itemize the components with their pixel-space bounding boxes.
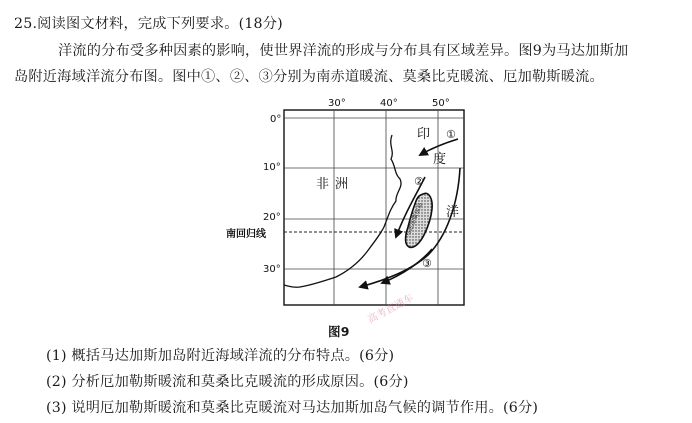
- island-label: 马达加斯加岛: [404, 201, 425, 238]
- lat-label-10: 10°: [263, 162, 281, 173]
- sub-question-1: (1) 概括马达加斯加岛附近海域洋流的分布特点。(6分): [46, 348, 395, 364]
- intro-text-line-2: 岛附近海域洋流分布图。图中①、②、③分别为南赤道暖流、莫桑比克暖流、厄加勒斯暖流。: [14, 69, 604, 85]
- intro-text-line-1: 洋流的分布受多种因素的影响，使世界洋流的形成与分布具有区域差异。图9为马达加斯加: [58, 43, 629, 59]
- sub-question-3: (3) 说明厄加勒斯暖流和莫桑比克暖流对马达加斯加岛气候的调节作用。(6分): [46, 400, 539, 416]
- current-marker-1: ①: [446, 128, 456, 141]
- current-marker-3: ③: [422, 257, 432, 270]
- ocean-label-3: 洋: [446, 205, 460, 220]
- map-frame: [284, 110, 464, 305]
- ocean-label-1: 印: [417, 127, 431, 142]
- lat-label-30: 30°: [263, 264, 281, 275]
- tropic-label: 南回归线: [226, 229, 266, 240]
- ocean-current-map: [220, 95, 470, 320]
- question-title: 25.阅读图文材料，完成下列要求。(18分): [14, 16, 283, 32]
- figure-caption: 图9: [328, 324, 350, 339]
- watermark: 高考直通车: [366, 292, 416, 326]
- lon-label-40: 40°: [380, 98, 398, 109]
- current-marker-2: ②: [414, 175, 424, 188]
- lon-label-30: 30°: [328, 98, 346, 109]
- sub-question-2: (2) 分析厄加勒斯暖流和莫桑比克暖流的形成原因。(6分): [46, 374, 409, 390]
- lon-label-50: 50°: [432, 98, 450, 109]
- ocean-label-2: 度: [433, 152, 447, 167]
- lat-label-0: 0°: [270, 114, 282, 125]
- africa-label: 非洲: [316, 177, 355, 192]
- lat-label-20: 20°: [263, 212, 281, 223]
